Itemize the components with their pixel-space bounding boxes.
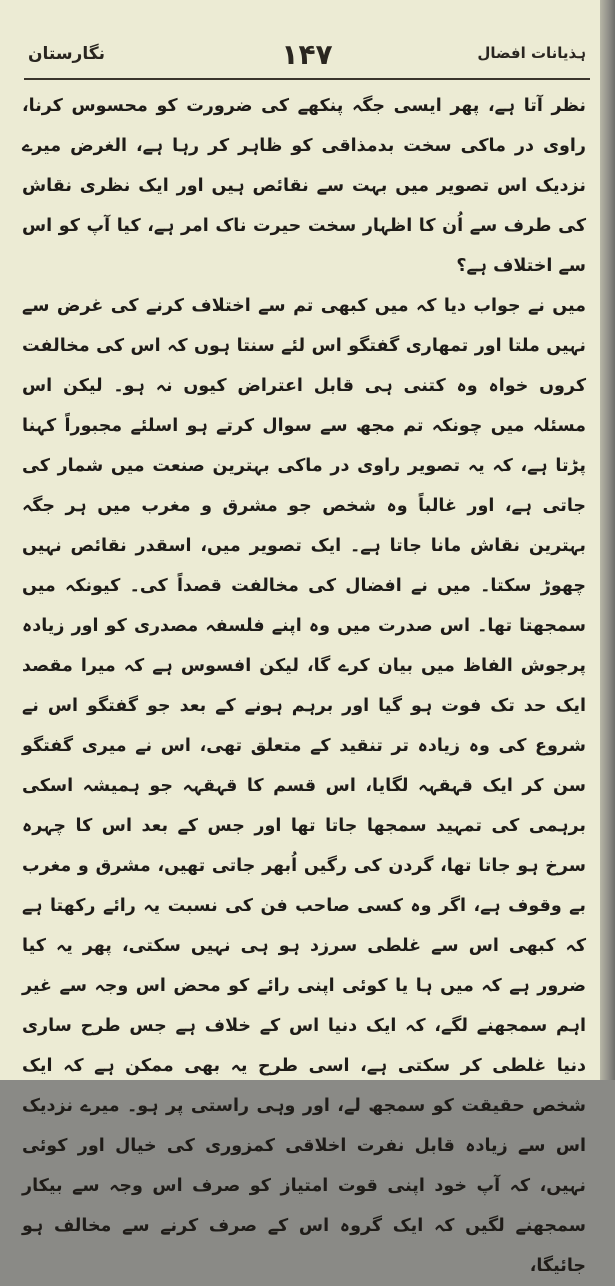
paragraph: نظر آتا ہے، پھر ایسی جگہ پنکھے کی ضرورت کو محسوس کرنا، راوی در ماکی سخت بدمذاقی کو ظاہر کر رہا ہے، الغرض میرے نزدیک اس تصویر میں بہت سے نقائص ہیں اور ایک نظری نقاش کی طرف سے اُن کا اظہار سخت حیرت ناک امر ہے، کیا آپ کو اس سے اختلاف ہے؟ <box>22 96 586 276</box>
running-title: ہذیانات افضال <box>477 44 586 62</box>
paragraph: میں نے جواب دیا کہ میں کبھی تم سے اختلاف کرنے کی غرض سے نہیں ملتا اور تمھاری گفتگو اس لئے سنتا ہوں کہ اس کی مخالفت کروں خواہ وہ کتنی ہی قابل اعتراض کیوں نہ ہو۔ لیکن اس مسئلہ میں چونکہ تم مجھ سے سوال کرتے ہو اسلئے مجبوراً کہنا پڑتا ہے، کہ یہ تصویر راوی در ماکی بہترین صنعت میں شمار کی جاتی ہے، اور غالباً وہ شخص جو مشرق و مغرب میں ہر جگہ بہترین نقاش مانا جاتا ہے۔ ایک تصویر میں، اسقدر نقائص نہیں چھوڑ سکتا۔ میں نے افضال کی مخالفت قصداً کی۔ کیونکہ میں سمجھتا تھا۔ اس صدرت میں وہ اپنے فلسفہ مصدری کو اور زیادہ پرجوش الفاظ میں بیان کرے گا، لیکن افسوس ہے کہ میرا مقصد ایک حد تک فوت ہو گیا اور برہم ہونے کے بعد جو گفتگو اس نے شروع کی وہ زیادہ تر تنقید کے متعلق تھی، اس نے میری گفتگو سن کر ایک قہقہہ لگایا، اس قسم کا قہقہہ جو ہمیشہ اسکی برہمی کی تمہید سمجھا جاتا تھا اور جس کے بعد اس کا چہرہ سرخ ہو جاتا تھا، گردن کی رگیں اُبھر جاتی تھیں، مشرق و مغرب بے وقوف ہے، اگر وہ کسی صاحب فن کی نسبت یہ رائے رکھتا ہے کہ کبھی اس سے غلطی سرزد ہو ہی نہیں سکتی، پھر یہ کیا ضرور ہے کہ میں ہا یا کوئی اپنی رائے کو محض اس وجہ سے غیر اہم سمجھنے لگے، کہ ایک دنیا اس کے خلاف ہے جس طرح ساری دنیا غلطی کر سکتی ہے، اسی طرح یہ بھی ممکن ہے کہ ایک شخص حقیقت کو سمجھ لے، اور وہی راستی پر ہو۔ میرے نزدیک اس سے زیادہ قابل نفرت اخلاقی کمزوری کی خیال اور کوئی نہیں، کہ آپ خود اپنی قوت امتیاز کو صرف اس وجہ سے بیکار سمجھنے لگیں کہ ایک گروہ اس کے صرف کرنے سے مخالف ہو جائیگا، <box>22 296 586 1276</box>
page-header <box>28 36 586 76</box>
page-body <box>22 86 586 1286</box>
page-number: ۱۴۷ <box>281 38 333 71</box>
header-divider <box>24 78 590 80</box>
running-author: نگارستان <box>28 44 105 64</box>
page-edge <box>600 0 615 1080</box>
